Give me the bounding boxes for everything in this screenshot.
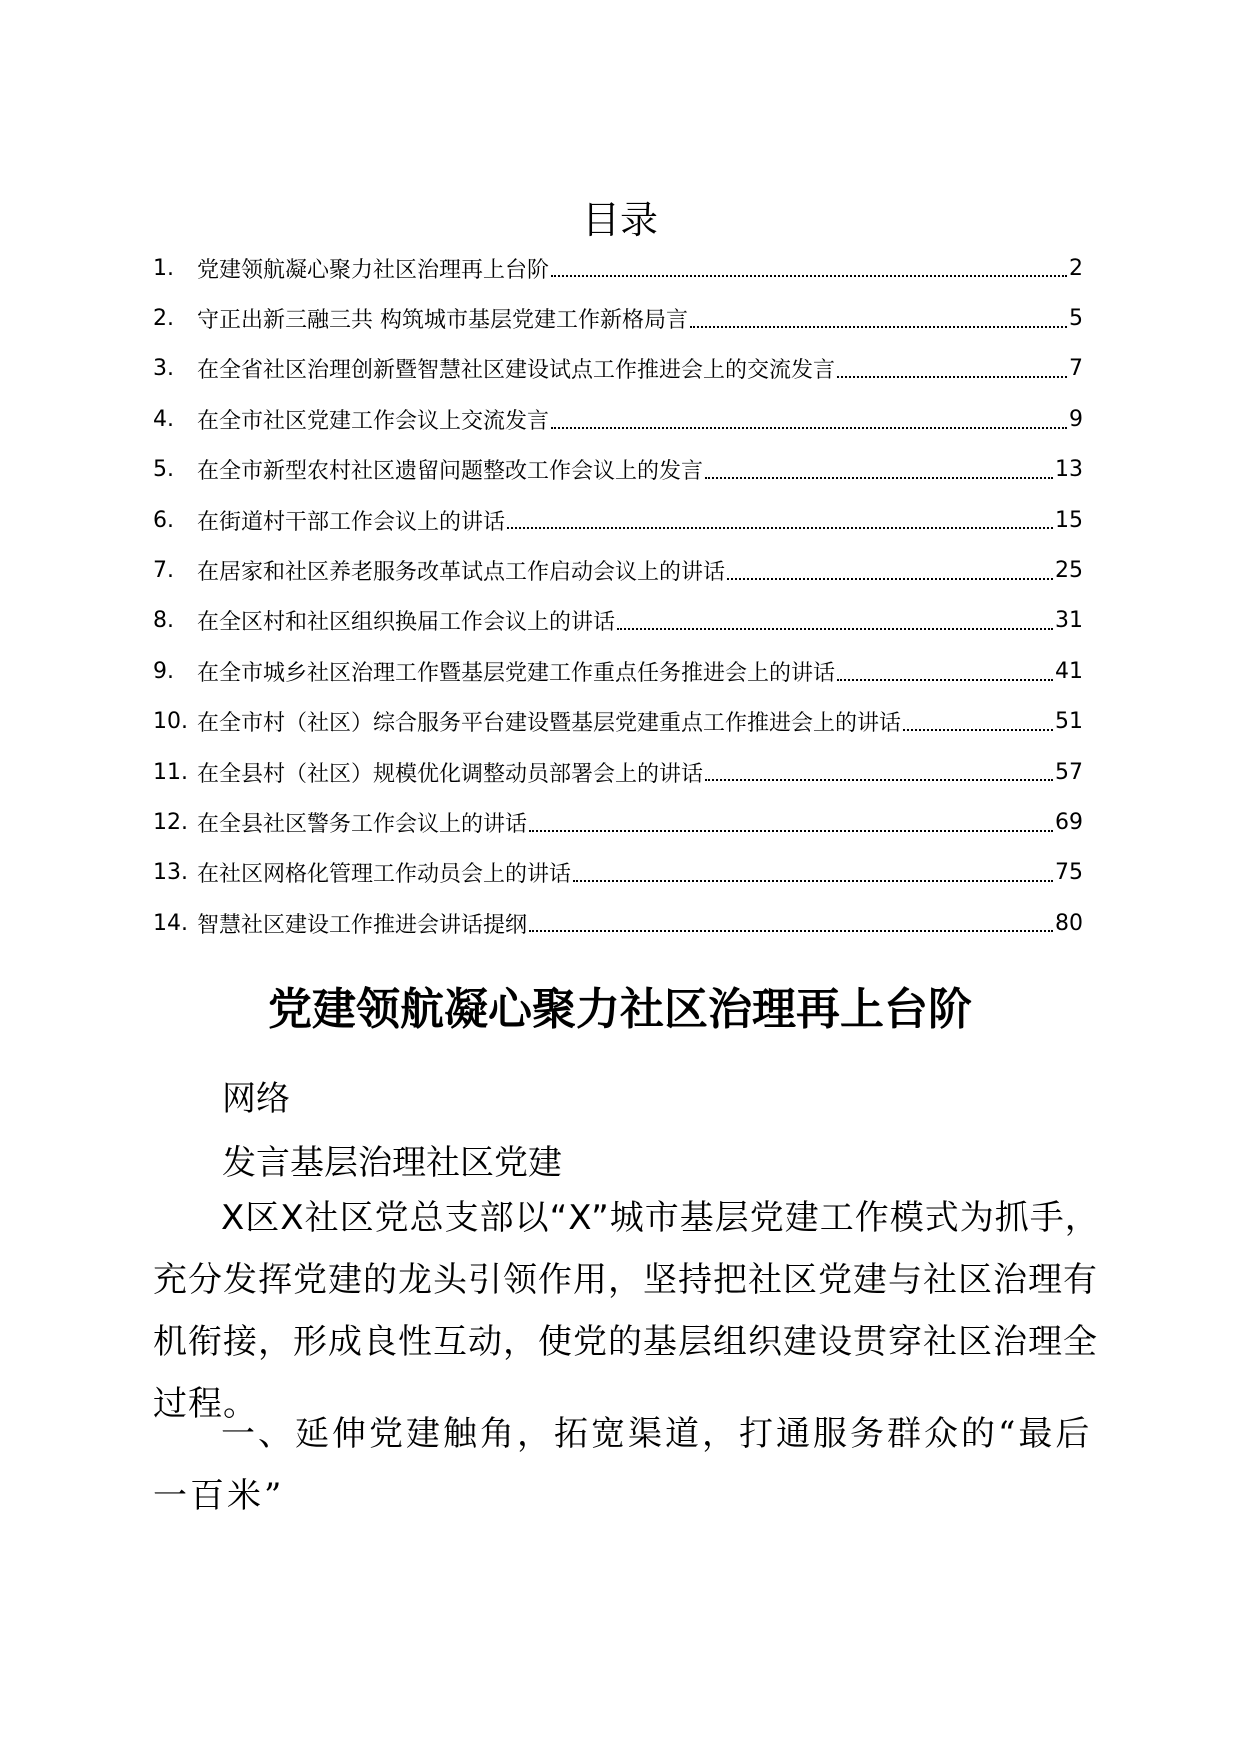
toc-entry-title: 守正出新三融三共 构筑城市基层党建工作新格局言 xyxy=(197,308,688,334)
toc-entry[interactable] xyxy=(153,697,1083,747)
toc-entry-page: 25 xyxy=(1055,558,1083,584)
toc-entry-title: 智慧社区建设工作推进会讲话提纲 xyxy=(197,912,528,938)
body-paragraph: X区X社区党总支部以“X”城市基层党建工作模式为抓手，充分发挥党建的龙头引领作用，坚持把社区党建与社区治理有机衔接，形成良性互动，使党的基层组织建设贯穿社区治理全过程。 xyxy=(153,1198,1100,1424)
toc-list xyxy=(153,243,1083,948)
toc-entry[interactable] xyxy=(153,445,1083,495)
toc-leader-dots xyxy=(617,628,1053,630)
toc-entry-page: 51 xyxy=(1055,709,1083,735)
toc-entry[interactable] xyxy=(153,293,1083,343)
toc-entry-number: 11. xyxy=(153,759,188,785)
section-heading: 一、延伸党建触角，拓宽渠道，打通服务群众的“最后一百米” xyxy=(153,1414,1093,1516)
toc-entry-page: 15 xyxy=(1055,507,1083,533)
toc-title: 目录 xyxy=(581,198,658,242)
toc-leader-dots xyxy=(507,527,1053,529)
toc-entry-title: 党建领航凝心聚力社区治理再上台阶 xyxy=(197,257,550,283)
toc-entry-page: 57 xyxy=(1055,759,1083,785)
toc-leader-dots xyxy=(903,729,1053,731)
toc-entry-number: 5. xyxy=(153,457,174,483)
toc-entry-page: 31 xyxy=(1055,608,1083,634)
toc-leader-dots xyxy=(837,376,1067,378)
toc-entry-title: 在全省社区治理创新暨智慧社区建设试点工作推进会上的交流发言 xyxy=(197,358,836,384)
toc-entry-title: 在全区村和社区组织换届工作会议上的讲话 xyxy=(197,610,616,636)
article-tags: 发言基层治理社区党建 xyxy=(222,1143,562,1183)
toc-entry[interactable] xyxy=(153,747,1083,797)
article-title: 党建领航凝心聚力社区治理再上台阶 xyxy=(268,984,972,1035)
toc-leader-dots xyxy=(529,830,1053,832)
article-author: 网络 xyxy=(222,1079,290,1119)
toc-entry-title: 在全县社区警务工作会议上的讲话 xyxy=(197,811,528,837)
toc-entry-page: 75 xyxy=(1055,860,1083,886)
toc-leader-dots xyxy=(705,779,1053,781)
toc-leader-dots xyxy=(705,477,1053,479)
toc-leader-dots xyxy=(529,930,1053,932)
toc-leader-dots xyxy=(727,578,1053,580)
toc-entry-number: 14. xyxy=(153,910,188,936)
toc-entry-number: 13. xyxy=(153,860,188,886)
toc-entry[interactable] xyxy=(153,646,1083,696)
toc-entry[interactable] xyxy=(153,596,1083,646)
toc-entry[interactable] xyxy=(153,495,1083,545)
toc-entry-number: 4. xyxy=(153,406,174,432)
toc-entry[interactable] xyxy=(153,545,1083,595)
toc-entry[interactable] xyxy=(153,898,1083,948)
toc-entry-number: 8. xyxy=(153,608,174,634)
toc-entry-title: 在社区网格化管理工作动员会上的讲话 xyxy=(197,862,572,888)
toc-entry-title: 在全县村（社区）规模优化调整动员部署会上的讲话 xyxy=(197,761,704,787)
toc-leader-dots xyxy=(551,427,1067,429)
toc-entry-title: 在全市村（社区）综合服务平台建设暨基层党建重点工作推进会上的讲话 xyxy=(197,711,902,737)
toc-entry[interactable] xyxy=(153,848,1083,898)
toc-entry[interactable] xyxy=(153,344,1083,394)
toc-entry-page: 41 xyxy=(1055,658,1083,684)
toc-entry-title: 在全市城乡社区治理工作暨基层党建工作重点任务推进会上的讲话 xyxy=(197,660,836,686)
toc-entry-number: 1. xyxy=(153,255,174,281)
toc-entry-number: 2. xyxy=(153,306,174,332)
toc-entry-page: 2 xyxy=(1069,255,1083,281)
toc-entry-title: 在居家和社区养老服务改革试点工作启动会议上的讲话 xyxy=(197,560,726,586)
toc-entry[interactable] xyxy=(153,243,1083,293)
toc-entry-number: 10. xyxy=(153,709,188,735)
toc-leader-dots xyxy=(837,679,1053,681)
toc-entry-page: 69 xyxy=(1055,809,1083,835)
toc-entry-page: 13 xyxy=(1055,457,1083,483)
toc-entry-page: 80 xyxy=(1055,910,1083,936)
toc-entry-number: 9. xyxy=(153,658,174,684)
toc-leader-dots xyxy=(551,275,1067,277)
toc-entry[interactable] xyxy=(153,394,1083,444)
toc-entry-number: 6. xyxy=(153,507,174,533)
toc-entry-page: 7 xyxy=(1069,356,1083,382)
toc-entry-number: 7. xyxy=(153,558,174,584)
toc-entry-title: 在全市社区党建工作会议上交流发言 xyxy=(197,408,550,434)
toc-entry[interactable] xyxy=(153,797,1083,847)
toc-entry-title: 在街道村干部工作会议上的讲话 xyxy=(197,509,506,535)
toc-leader-dots xyxy=(573,880,1053,882)
toc-entry-title: 在全市新型农村社区遗留问题整改工作会议上的发言 xyxy=(197,459,704,485)
toc-leader-dots xyxy=(690,326,1067,328)
toc-entry-number: 3. xyxy=(153,356,174,382)
toc-entry-page: 5 xyxy=(1069,306,1083,332)
toc-entry-page: 9 xyxy=(1069,406,1083,432)
toc-entry-number: 12. xyxy=(153,809,188,835)
